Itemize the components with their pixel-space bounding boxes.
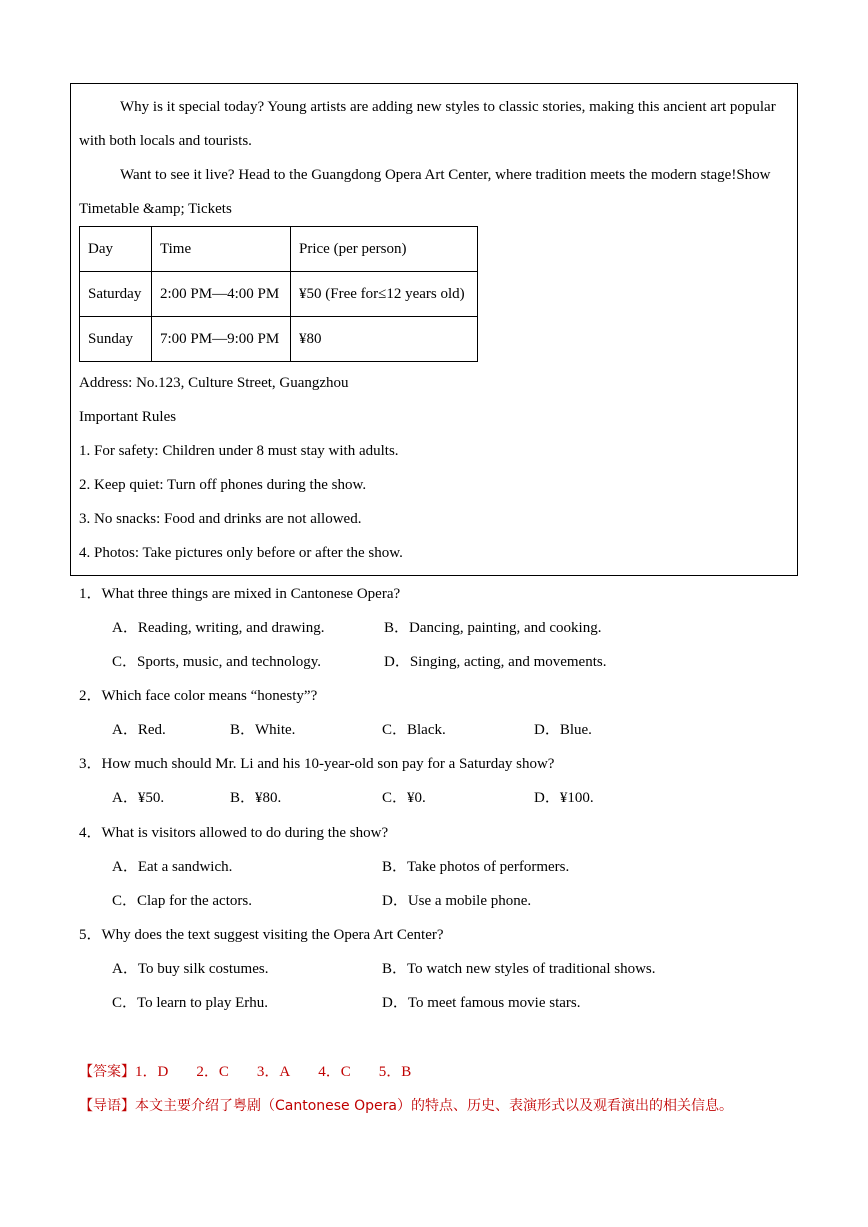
question-4-stem: 4．What is visitors allowed to do during the show? (79, 825, 389, 841)
answer-label: 【答案】 (79, 1064, 135, 1080)
answer-item: 5．B (378, 1064, 412, 1080)
rule-item: 3. No snacks: Food and drinks are not allowed. (79, 511, 362, 527)
question-2-option-c: C．Black. (382, 722, 446, 738)
question-3-option-a: A．¥50. (112, 790, 165, 806)
answer-item: 2．C (196, 1064, 229, 1080)
question-4-option-a: A．Eat a sandwich. (112, 859, 233, 875)
question-1-option-c: C．Sports, music, and technology. (112, 654, 322, 670)
question-2-option-d: D．Blue. (534, 722, 592, 738)
question-2-option-b: B．White. (230, 722, 296, 738)
table-cell: Saturday (80, 272, 152, 317)
question-3-option-c: C．¥0. (382, 790, 426, 806)
question-4-option-b: B．Take photos of performers. (382, 859, 570, 875)
table-header-cell: Price (per person) (291, 227, 478, 272)
question-1-option-d: D．Singing, acting, and movements. (384, 654, 607, 670)
question-5-option-c: C．To learn to play Erhu. (112, 995, 268, 1011)
passage-paragraph-2-line-1: Want to see it live? Head to the Guangdong Opera Art Center, where tradition meets the modern stage!Show (120, 167, 771, 183)
timetable (79, 226, 478, 362)
table-row (80, 272, 478, 317)
question-5-option-d: D．To meet famous movie stars. (382, 995, 581, 1011)
table-cell: 2:00 PM—4:00 PM (152, 272, 291, 317)
rule-item: 1. For safety: Children under 8 must stay with adults. (79, 443, 399, 459)
question-4-option-d: D．Use a mobile phone. (382, 893, 532, 909)
table-row (80, 317, 478, 362)
table-header-cell: Time (152, 227, 291, 272)
question-3-option-b: B．¥80. (230, 790, 282, 806)
question-5-option-a: A．To buy silk costumes. (112, 961, 269, 977)
table-header-row (80, 227, 478, 272)
answer-line (79, 1063, 411, 1081)
question-3-stem: 3．How much should Mr. Li and his 10-year-old son pay for a Saturday show? (79, 756, 555, 772)
guide-text: 本文主要介绍了粤剧（Cantonese Opera）的特点、历史、表演形式以及观看演出的相关信息。 (135, 1098, 733, 1114)
question-2-stem: 2．Which face color means “honesty”? (79, 688, 318, 704)
question-1-option-b: B．Dancing, painting, and cooking. (384, 620, 602, 636)
question-1-option-a: A．Reading, writing, and drawing. (112, 620, 325, 636)
question-5-stem: 5．Why does the text suggest visiting the Opera Art Center? (79, 927, 444, 943)
question-5-option-b: B．To watch new styles of traditional shows. (382, 961, 656, 977)
table-cell: ¥50 (Free for≤12 years old) (291, 272, 478, 317)
passage-paragraph-1-line-1: Why is it special today? Young artists are adding new styles to classic stories, making this ancient art popular (120, 99, 776, 115)
table-cell: 7:00 PM—9:00 PM (152, 317, 291, 362)
rules-title: Important Rules (79, 409, 177, 425)
table-cell: Sunday (80, 317, 152, 362)
question-1-stem: 1．What three things are mixed in Cantonese Opera? (79, 586, 401, 602)
address-line: Address: No.123, Culture Street, Guangzhou (79, 375, 349, 391)
passage-paragraph-1-line-2: with both locals and tourists. (79, 133, 252, 149)
table-header-cell: Day (80, 227, 152, 272)
answer-item: 4．C (318, 1064, 351, 1080)
guide-line (79, 1097, 733, 1115)
question-4-option-c: C．Clap for the actors. (112, 893, 252, 909)
answer-item: 1．D (135, 1064, 169, 1080)
guide-label: 【导语】 (79, 1098, 135, 1114)
rule-item: 2. Keep quiet: Turn off phones during the show. (79, 477, 367, 493)
table-cell: ¥80 (291, 317, 478, 362)
question-2-option-a: A．Red. (112, 722, 166, 738)
question-3-option-d: D．¥100. (534, 790, 594, 806)
rule-item: 4. Photos: Take pictures only before or after the show. (79, 545, 403, 561)
passage-paragraph-2-line-2: Timetable &amp; Tickets (79, 201, 232, 217)
answer-item: 3．A (256, 1064, 291, 1080)
